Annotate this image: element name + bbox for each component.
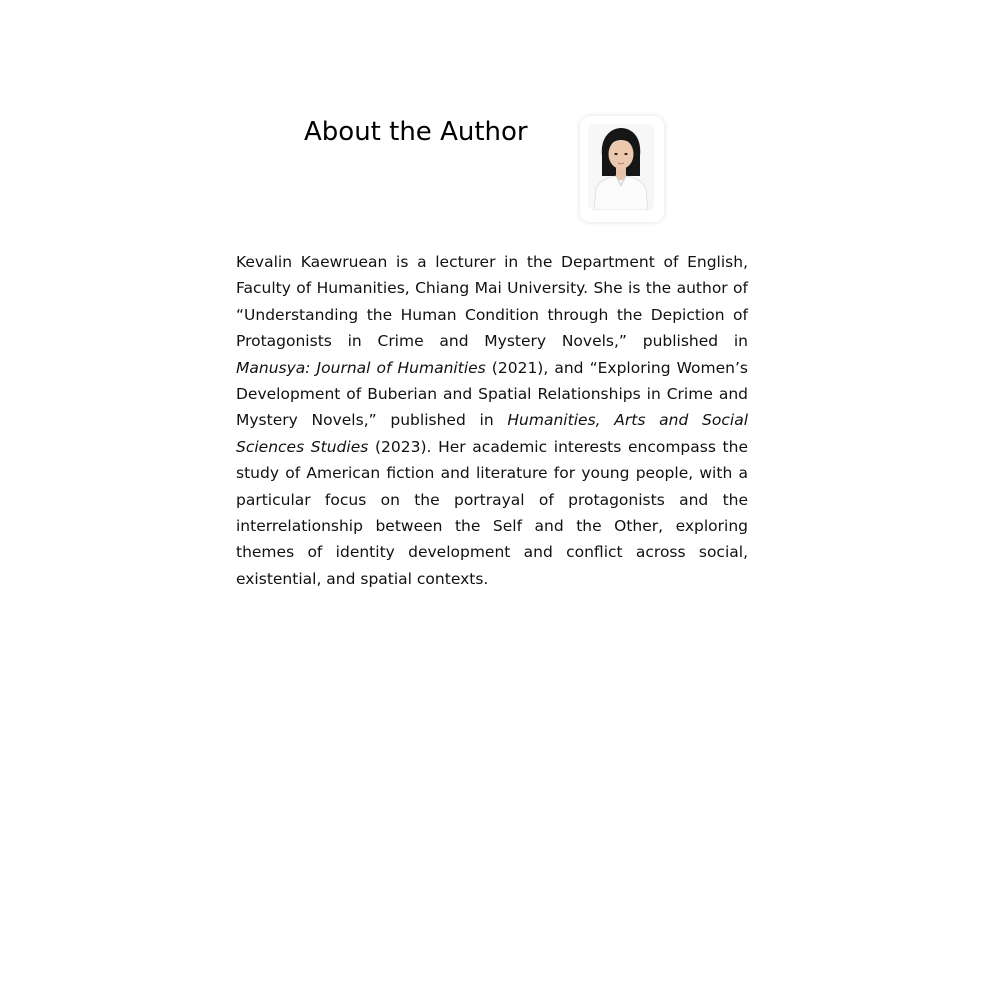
author-bio (236, 249, 748, 592)
author-photo (588, 124, 654, 210)
bio-text-2: (2021), and “Exploring Women’s Development of Buberian and Spatial Relationships in Crime and Mystery Novels,” published in (236, 358, 748, 430)
page-title: About the Author (304, 117, 528, 147)
author-portrait-icon (588, 124, 654, 210)
journal-title-2: Humanities, Arts and Social Sciences Studies (236, 411, 749, 456)
journal-title-1: Manusya: Journal of Humanities (236, 358, 486, 377)
bio-text-1: Kevalin Kaewruean is a lecturer in the Department of English, Faculty of Humanities, Chiang Mai University. She is the author of “Understanding the Human Condition through the Depiction of Protagonists in Crime and Mystery Novels,” published in (236, 253, 748, 351)
bio-text-3: (2023). Her academic interests encompass the study of American fiction and literature for young people, with a particular focus on the portrayal of protagonists and the interrelationship between the Self and the Other, exploring themes of identity development and conflict across social, existential, and spatial contexts. (236, 437, 748, 588)
author-photo-frame (580, 116, 664, 222)
